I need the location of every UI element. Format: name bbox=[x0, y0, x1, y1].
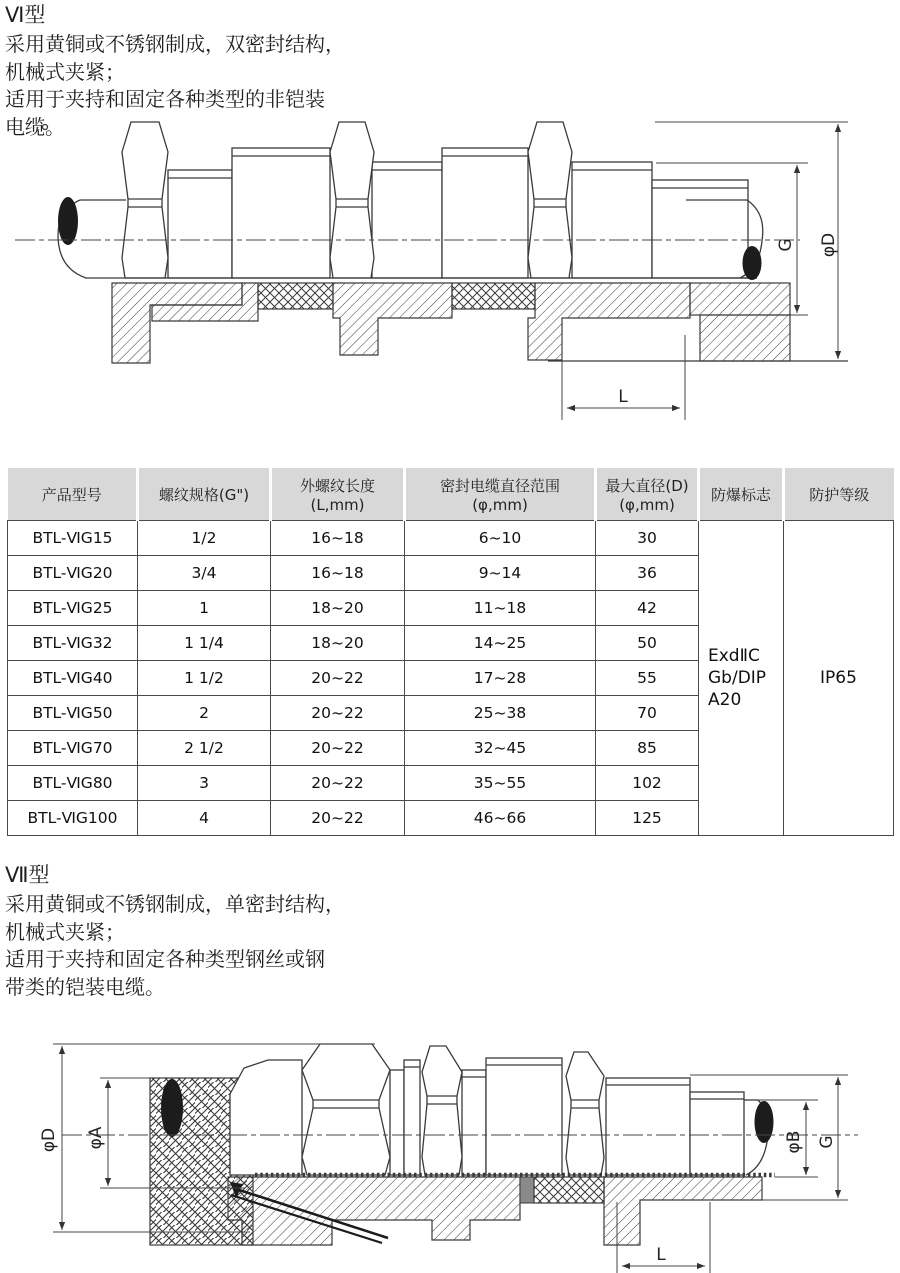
cell-thread: 1 bbox=[138, 591, 271, 626]
type-vii-desc-line: 机械式夹紧； bbox=[5, 919, 125, 944]
cell-model: BTL-ⅥG32 bbox=[8, 626, 138, 661]
cell-explosion-mark: ExdⅡC Gb/DIP A20 bbox=[699, 521, 784, 836]
cable bbox=[43, 125, 127, 279]
type-vi-diagram bbox=[0, 113, 900, 425]
cell-ext-length: 20~22 bbox=[271, 766, 405, 801]
locknut-section bbox=[690, 283, 790, 315]
cell-ext-length: 18~20 bbox=[271, 591, 405, 626]
gland-bodies bbox=[168, 148, 748, 278]
cell-max-d: 85 bbox=[596, 731, 699, 766]
type-vii-section bbox=[5, 862, 345, 1001]
dim-label-phi-b: φB bbox=[784, 1130, 804, 1154]
dim-label-g: G bbox=[817, 1135, 837, 1149]
cable-cut-mark bbox=[743, 246, 762, 280]
table-row bbox=[8, 521, 894, 556]
cell-seal-range: 11~18 bbox=[405, 591, 596, 626]
cell-seal-range: 46~66 bbox=[405, 801, 596, 836]
armor-cut-mark bbox=[161, 1079, 183, 1137]
cell-ext-length: 20~22 bbox=[271, 801, 405, 836]
hex-nut bbox=[122, 122, 168, 278]
type-vi-desc-line: 机械式夹紧； bbox=[5, 59, 125, 84]
col-header-ex-mark: 防爆标志 bbox=[699, 468, 784, 521]
type-vii-desc-line: 适用于夹持和固定各种类型钢丝或钢 bbox=[5, 947, 325, 971]
cell-thread: 1 1/4 bbox=[138, 626, 271, 661]
cell-thread: 3/4 bbox=[138, 556, 271, 591]
cell-max-d: 42 bbox=[596, 591, 699, 626]
gland-body-section bbox=[604, 1177, 762, 1245]
cell-model: BTL-ⅥG20 bbox=[8, 556, 138, 591]
gland-body-section bbox=[333, 283, 452, 355]
cell-ext-length: 20~22 bbox=[271, 661, 405, 696]
cell-max-d: 55 bbox=[596, 661, 699, 696]
cell-model: BTL-ⅥG40 bbox=[8, 661, 138, 696]
hex-nut bbox=[422, 1046, 462, 1175]
type-vii-desc-line: 带类的铠装电缆。 bbox=[5, 974, 165, 999]
hex-nut bbox=[566, 1052, 604, 1175]
dim-label-phi-a: φA bbox=[86, 1126, 106, 1150]
type-vi-heading: Ⅵ型 bbox=[5, 3, 46, 27]
cell-seal-range: 14~25 bbox=[405, 626, 596, 661]
cell-thread: 1/2 bbox=[138, 521, 271, 556]
dim-label-l: L bbox=[618, 387, 628, 407]
cell-ext-length: 20~22 bbox=[271, 696, 405, 731]
cell-model: BTL-ⅥG80 bbox=[8, 766, 138, 801]
cell-max-d: 50 bbox=[596, 626, 699, 661]
spec-table bbox=[7, 468, 894, 836]
cell-thread: 4 bbox=[138, 801, 271, 836]
hex-nut bbox=[330, 122, 374, 278]
gland-body-section bbox=[528, 283, 690, 360]
cell-model: BTL-ⅥG15 bbox=[8, 521, 138, 556]
cell-seal-range: 6~10 bbox=[405, 521, 596, 556]
cell-model: BTL-ⅥG50 bbox=[8, 696, 138, 731]
cell-max-d: 102 bbox=[596, 766, 699, 801]
cell-seal-range: 25~38 bbox=[405, 696, 596, 731]
dim-label-phi-d: φD bbox=[39, 1127, 59, 1153]
type-vi-desc-line: 电缆。 bbox=[5, 114, 65, 139]
cell-ext-length: 18~20 bbox=[271, 626, 405, 661]
cell-ext-length: 16~18 bbox=[271, 521, 405, 556]
cell-model: BTL-ⅥG25 bbox=[8, 591, 138, 626]
cell-thread: 2 bbox=[138, 696, 271, 731]
cable-cut-mark bbox=[58, 197, 78, 245]
cell-thread: 1 1/2 bbox=[138, 661, 271, 696]
cell-seal-range: 17~28 bbox=[405, 661, 596, 696]
col-header-max-d: 最大直径(D) (φ,mm) bbox=[596, 468, 699, 521]
dim-label-l: L bbox=[656, 1245, 666, 1265]
rear-flange-section bbox=[700, 315, 790, 361]
hex-nut bbox=[302, 1044, 390, 1175]
cell-thread: 3 bbox=[138, 766, 271, 801]
type-vii-desc-line: 采用黄铜或不锈钢制成，单密封结构， bbox=[5, 892, 345, 916]
cell-model: BTL-ⅥG70 bbox=[8, 731, 138, 766]
cell-ext-length: 16~18 bbox=[271, 556, 405, 591]
cell-model: BTL-ⅥG100 bbox=[8, 801, 138, 836]
type-vi-desc-line: 适用于夹持和固定各种类型的非铠装 bbox=[5, 87, 325, 111]
cell-max-d: 125 bbox=[596, 801, 699, 836]
cell-seal-range: 32~45 bbox=[405, 731, 596, 766]
cell-max-d: 70 bbox=[596, 696, 699, 731]
hex-nut bbox=[528, 122, 572, 278]
seal-ring-section bbox=[258, 283, 333, 309]
cell-max-d: 30 bbox=[596, 521, 699, 556]
cell-seal-range: 9~14 bbox=[405, 556, 596, 591]
type-vii-diagram bbox=[0, 1030, 900, 1273]
entry-cone bbox=[230, 1060, 302, 1175]
cell-protection-rating: IP65 bbox=[784, 521, 894, 836]
cell-max-d: 36 bbox=[596, 556, 699, 591]
cell-ext-length: 20~22 bbox=[271, 731, 405, 766]
type-vii-heading: Ⅶ型 bbox=[5, 863, 50, 887]
col-header-model: 产品型号 bbox=[8, 468, 138, 521]
col-header-ext-length: 外螺纹长度 (L,mm) bbox=[271, 468, 405, 521]
seal-element bbox=[520, 1177, 534, 1203]
type-vi-desc-line: 采用黄铜或不锈钢制成，双密封结构， bbox=[5, 32, 345, 56]
col-header-seal-range: 密封电缆直径范围 (φ,mm) bbox=[405, 468, 596, 521]
cable-cut-mark bbox=[755, 1101, 774, 1143]
table-header-row bbox=[8, 468, 894, 521]
dim-label-g: G bbox=[776, 238, 796, 252]
cell-seal-range: 35~55 bbox=[405, 766, 596, 801]
left-flange bbox=[112, 283, 242, 363]
seal-ring-section bbox=[452, 283, 535, 309]
cell-thread: 2 1/2 bbox=[138, 731, 271, 766]
col-header-protection: 防护等级 bbox=[784, 468, 894, 521]
hatched-section bbox=[112, 283, 790, 363]
col-header-thread: 螺纹规格(G") bbox=[138, 468, 271, 521]
seal-ring-section bbox=[534, 1177, 604, 1203]
dim-label-phi-d: φD bbox=[819, 232, 839, 258]
